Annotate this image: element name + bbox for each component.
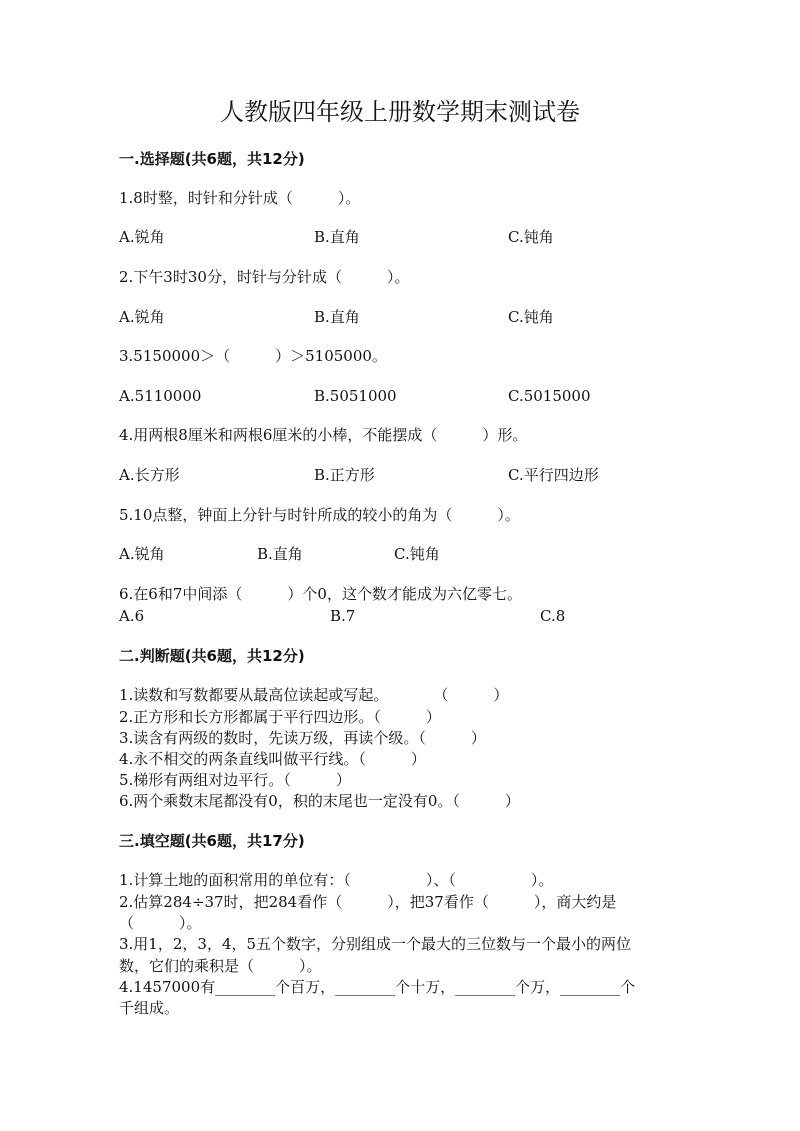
judgement-item-2: 2.正方形和长方形都属于平行四边形。（ ） bbox=[119, 708, 441, 726]
fill-blank-line-7: 千组成。 bbox=[119, 999, 180, 1017]
question-1-option-c: C.钝角 bbox=[508, 228, 554, 246]
question-6-stem: 6.在6和7中间添（ ）个0，这个数才能成为六亿零七。 bbox=[119, 585, 522, 603]
question-5-option-a: A.锐角 bbox=[119, 545, 165, 563]
judgement-item-6: 6.两个乘数末尾都没有0，积的末尾也一定没有0。（ ） bbox=[119, 792, 520, 810]
question-2-option-a: A.锐角 bbox=[119, 308, 165, 326]
question-1-option-b: B.直角 bbox=[314, 228, 360, 246]
question-5-option-b: B.直角 bbox=[257, 545, 303, 563]
judgement-item-1: 1.读数和写数都要从最高位读起或写起。 （ ） bbox=[119, 686, 509, 704]
fill-blank-line-5: 数，它们的乘积是（ ）。 bbox=[119, 957, 322, 975]
section-heading-fill-blank: 三.填空题(共6题，共17分) bbox=[119, 832, 305, 850]
question-5-option-c: C.钝角 bbox=[394, 545, 440, 563]
question-4-option-b: B.正方形 bbox=[314, 466, 375, 484]
section-heading-judgement: 二.判断题(共6题，共12分) bbox=[119, 647, 305, 665]
fill-blank-line-4: 3.用1，2，3，4，5五个数字，分别组成一个最大的三位数与一个最小的两位 bbox=[119, 935, 632, 953]
question-4-option-a: A.长方形 bbox=[119, 466, 180, 484]
question-3-option-a: A.5110000 bbox=[119, 387, 202, 405]
question-6-option-c: C.8 bbox=[540, 607, 566, 625]
question-2-option-b: B.直角 bbox=[314, 308, 360, 326]
question-5-stem: 5.10点整，钟面上分针与时针所成的较小的角为（ ）。 bbox=[119, 506, 520, 524]
fill-blank-line-6: 4.1457000有________个百万，________个十万，________个万，________个 bbox=[119, 978, 636, 996]
question-3-option-c: C.5015000 bbox=[508, 387, 591, 405]
fill-blank-line-1: 1.计算土地的面积常用的单位有：（ ）、（ ）。 bbox=[119, 871, 554, 889]
judgement-item-3: 3.读含有两级的数时，先读万级，再读个级。（ ） bbox=[119, 729, 486, 747]
question-1-option-a: A.锐角 bbox=[119, 228, 165, 246]
question-4-stem: 4.用两根8厘米和两根6厘米的小棒，不能摆成（ ）形。 bbox=[119, 426, 528, 444]
question-3-stem: 3.5150000＞（ ）＞5105000。 bbox=[119, 347, 387, 365]
question-2-option-c: C.钝角 bbox=[508, 308, 554, 326]
fill-blank-line-2: 2.估算284÷37时，把284看作（ ），把37看作（ ），商大约是 bbox=[119, 893, 617, 911]
question-1-stem: 1.8时整，时针和分针成（ ）。 bbox=[119, 189, 361, 207]
section-heading-choice: 一.选择题(共6题，共12分) bbox=[119, 150, 305, 168]
question-6-option-b: B.7 bbox=[330, 607, 356, 625]
question-4-option-c: C.平行四边形 bbox=[508, 466, 599, 484]
fill-blank-line-3: （ ）。 bbox=[119, 914, 202, 932]
page-title: 人教版四年级上册数学期末测试卷 bbox=[220, 98, 580, 126]
judgement-item-5: 5.梯形有两组对边平行。（ ） bbox=[119, 771, 351, 789]
judgement-item-4: 4.永不相交的两条直线叫做平行线。（ ） bbox=[119, 750, 426, 768]
question-3-option-b: B.5051000 bbox=[314, 387, 397, 405]
question-6-option-a: A.6 bbox=[119, 607, 145, 625]
question-2-stem: 2.下午3时30分，时针与分针成（ ）。 bbox=[119, 268, 410, 286]
